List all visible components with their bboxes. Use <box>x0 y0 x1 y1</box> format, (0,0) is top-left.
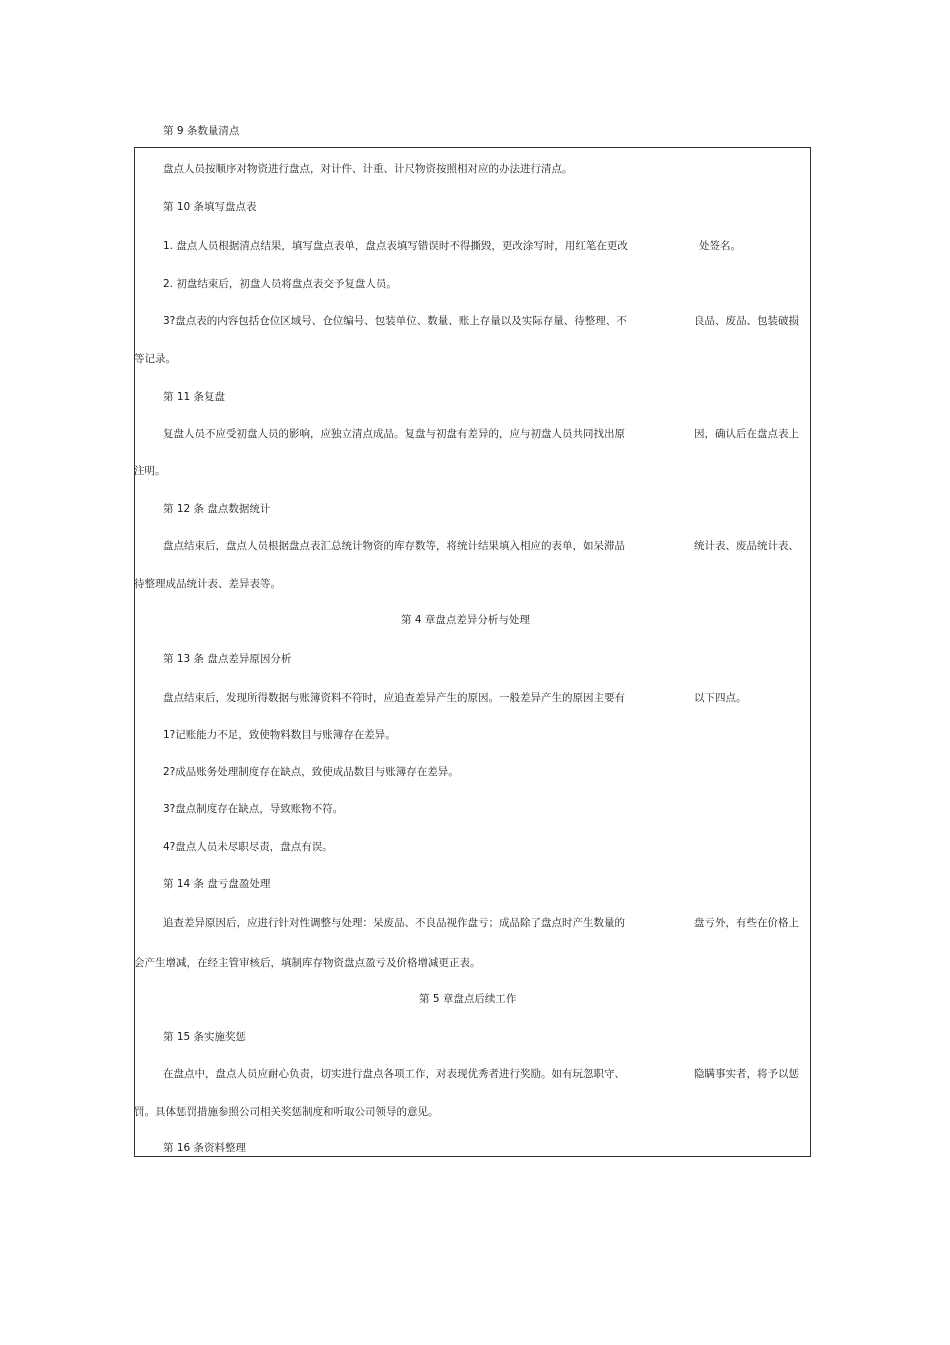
list-item: 4?盘点人员未尽职尽责，盘点有误。 <box>163 841 333 853</box>
paragraph-line-tail: 良品、废品、包装破损 <box>694 315 799 327</box>
paragraph-line-tail: 隐瞒事实者，将予以惩 <box>694 1068 799 1080</box>
article-10-heading: 第 10 条填写盘点表 <box>163 201 257 213</box>
paragraph-line-continued: 会产生增减，在经主管审核后，填制库存物资盘点盈亏及价格增减更正表。 <box>134 957 481 969</box>
paragraph-line-continued: 注明。 <box>134 465 166 477</box>
paragraph-line: 追查差异原因后，应进行针对性调整与处理：呆废品、不良品视作盘亏；成品除了盘点时产生数量的 <box>163 917 625 929</box>
paragraph-line-continued: 罚。具体惩罚措施参照公司相关奖惩制度和听取公司领导的意见。 <box>134 1106 439 1118</box>
article-16-heading: 第 16 条资料整理 <box>163 1142 247 1154</box>
paragraph-line: 2. 初盘结束后，初盘人员将盘点表交予复盘人员。 <box>163 278 397 290</box>
list-item: 1?记账能力不足，致使物料数目与账簿存在差异。 <box>163 729 396 741</box>
paragraph-line-tail: 统计表、废品统计表、 <box>694 540 799 552</box>
article-14-heading: 第 14 条 盘亏盘盈处理 <box>163 878 271 890</box>
chapter-5-heading: 第 5 章盘点后续工作 <box>419 993 517 1005</box>
paragraph-line: 3?盘点表的内容包括仓位区域号、仓位编号、包装单位、数量、账上存量以及实际存量、待整理、不 <box>163 315 627 327</box>
paragraph-line-continued: 待整理成品统计表、差异表等。 <box>134 578 281 590</box>
paragraph-line-tail: 盘亏外，有些在价格上 <box>694 917 799 929</box>
paragraph-line: 在盘点中，盘点人员应耐心负责，切实进行盘点各项工作，对表现优秀者进行奖励。如有玩忽职守、 <box>163 1068 625 1080</box>
article-12-heading: 第 12 条 盘点数据统计 <box>163 503 271 515</box>
paragraph-line-continued: 等记录。 <box>134 353 176 365</box>
list-item: 3?盘点制度存在缺点，导致账物不符。 <box>163 803 344 815</box>
paragraph-line: 盘点人员按顺序对物资进行盘点，对计件、计重、计尺物资按照相对应的办法进行清点。 <box>163 163 573 175</box>
chapter-4-heading: 第 4 章盘点差异分析与处理 <box>401 614 530 626</box>
paragraph-line: 盘点结束后，盘点人员根据盘点表汇总统计物资的库存数等，将统计结果填入相应的表单，如呆滞品 <box>163 540 625 552</box>
paragraph-line: 1. 盘点人员根据清点结果，填写盘点表单，盘点表填写错误时不得撕毁，更改涂写时，用红笔在更改 <box>163 240 628 252</box>
paragraph-line: 盘点结束后，发现所得数据与账簿资料不符时，应追查差异产生的原因。一般差异产生的原因主要有 <box>163 692 625 704</box>
article-13-heading: 第 13 条 盘点差异原因分析 <box>163 653 292 665</box>
paragraph-line-tail: 因，确认后在盘点表上 <box>694 428 799 440</box>
article-11-heading: 第 11 条复盘 <box>163 391 226 403</box>
paragraph-line: 复盘人员不应受初盘人员的影响，应独立清点成品。复盘与初盘有差异的，应与初盘人员共同找出原 <box>163 428 625 440</box>
paragraph-line-tail: 以下四点。 <box>694 692 747 704</box>
paragraph-line-tail: 处签名。 <box>699 240 741 252</box>
article-15-heading: 第 15 条实施奖惩 <box>163 1031 247 1043</box>
article-9-heading: 第 9 条数量清点 <box>163 125 240 137</box>
list-item: 2?成品账务处理制度存在缺点，致使成品数目与账簿存在差异。 <box>163 766 459 778</box>
